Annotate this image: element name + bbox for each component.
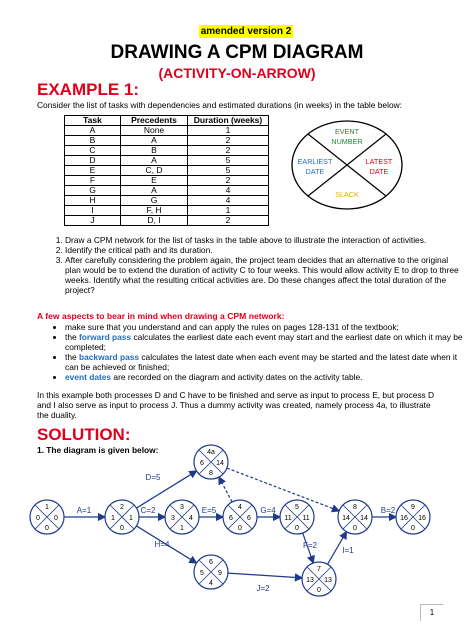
activity-label: F=2 <box>302 541 318 550</box>
question-list <box>37 235 465 295</box>
table-row <box>65 146 269 156</box>
node-left-value: 13 <box>306 577 314 584</box>
table-cell: 1 <box>188 126 269 136</box>
node-top-value: 9 <box>411 504 415 511</box>
table-cell: G <box>65 186 121 196</box>
column-header: Duration (weeks) <box>188 116 269 126</box>
table-row <box>65 196 269 206</box>
event-node <box>223 500 257 534</box>
activity-label: E=5 <box>201 506 217 515</box>
node-bottom-value: 0 <box>120 525 124 532</box>
table-cell: B <box>121 146 188 156</box>
aspect-item: • the backward pass calculates the latest date when each event may be started and the latest date when it can be achieved or finished; <box>65 352 465 372</box>
page-number: 1 <box>420 604 443 621</box>
legend-slack: SLACK <box>335 190 359 199</box>
question-item: 1. Draw a CPM network for the list of tasks in the table above to illustrate the interaction of activities. <box>65 235 465 245</box>
table-row <box>65 126 269 136</box>
event-node <box>338 500 372 534</box>
node-right-value: 13 <box>324 577 332 584</box>
table-cell: E <box>121 176 188 186</box>
node-top-value: 4a <box>207 449 215 456</box>
node-bottom-value: 0 <box>353 525 357 532</box>
legend-latest-date: LATEST DATE <box>365 157 393 176</box>
solution-heading: SOLUTION: <box>37 425 131 444</box>
node-right-value: 16 <box>418 515 426 522</box>
node-bottom-value: 1 <box>180 525 184 532</box>
activity-label: H=4 <box>154 540 170 549</box>
node-top-value: 1 <box>45 504 49 511</box>
node-right-value: 1 <box>129 515 133 522</box>
node-left-value: 16 <box>400 515 408 522</box>
node-top-value: 7 <box>317 566 321 573</box>
node-top-value: 2 <box>120 504 124 511</box>
event-node <box>194 555 228 589</box>
activity-label: A=1 <box>76 506 92 515</box>
table-row <box>65 136 269 146</box>
table-cell: C <box>65 146 121 156</box>
table-cell: A <box>121 136 188 146</box>
node-bottom-value: 0 <box>411 525 415 532</box>
node-bottom-value: 0 <box>45 525 49 532</box>
table-cell: 2 <box>188 146 269 156</box>
node-left-value: 11 <box>284 515 292 522</box>
cpm-network-diagram <box>0 440 474 600</box>
table-cell: D <box>65 156 121 166</box>
node-right-value: 11 <box>302 515 310 522</box>
node-bottom-value: 4 <box>209 580 213 587</box>
event-node <box>165 500 199 534</box>
column-header: Precedents <box>121 116 188 126</box>
table-cell: C, D <box>121 166 188 176</box>
activity-label: G=4 <box>260 506 276 515</box>
node-top-value: 4 <box>238 504 242 511</box>
event-node <box>105 500 139 534</box>
event-node <box>30 500 64 534</box>
activity-arrow <box>228 573 302 578</box>
table-cell: A <box>121 186 188 196</box>
aspect-item: • make sure that you understand and can apply the rules on pages 128-131 of the textbook; <box>65 322 465 332</box>
question-item: 2. Identify the critical path and its duration. <box>65 245 465 255</box>
aspects-list <box>37 322 465 382</box>
column-header: Task <box>65 116 121 126</box>
table-cell: B <box>65 136 121 146</box>
aspect-item: • the forward pass calculates the earliest date each event may start and the earliest date on which it may be completed; <box>65 332 465 352</box>
table-cell: 1 <box>188 206 269 216</box>
activity-label: J=2 <box>256 584 270 593</box>
aspects-heading: A few aspects to bear in mind when drawing a CPM network: <box>37 311 285 321</box>
table-row <box>65 166 269 176</box>
version-badge: amended version 2 <box>200 26 292 37</box>
table-cell: A <box>65 126 121 136</box>
solution-note: 1. The diagram is given below: <box>37 445 159 455</box>
table-cell: E <box>65 166 121 176</box>
node-right-value: 0 <box>54 515 58 522</box>
table-cell: 2 <box>188 176 269 186</box>
legend-event-number: EVENT NUMBER <box>331 127 363 146</box>
table-cell: 5 <box>188 166 269 176</box>
table-row <box>65 176 269 186</box>
node-right-value: 4 <box>189 515 193 522</box>
page-title: DRAWING A CPM DIAGRAM <box>110 42 364 63</box>
node-left-value: 6 <box>229 515 233 522</box>
table-cell: A <box>121 156 188 166</box>
task-table <box>64 115 269 226</box>
node-top-value: 5 <box>295 504 299 511</box>
table-row <box>65 186 269 196</box>
table-cell: I <box>65 206 121 216</box>
table-row <box>65 156 269 166</box>
activity-label: B=2 <box>380 506 396 515</box>
node-top-value: 6 <box>209 559 213 566</box>
node-left-value: 6 <box>200 460 204 467</box>
activity-label: I=1 <box>342 546 354 555</box>
node-left-value: 5 <box>200 570 204 577</box>
event-node <box>194 445 228 479</box>
aspect-item: • event dates are recorded on the diagram and activity dates on the activity table. <box>65 372 465 382</box>
table-cell: 2 <box>188 216 269 226</box>
table-cell: 5 <box>188 156 269 166</box>
node-right-value: 9 <box>218 570 222 577</box>
page-subtitle: (ACTIVITY-ON-ARROW) <box>158 65 316 81</box>
table-header-row <box>65 116 269 126</box>
activity-label: C=2 <box>140 506 156 515</box>
activity-label: D=5 <box>145 473 161 482</box>
node-bottom-value: 0 <box>295 525 299 532</box>
legend-circle <box>287 117 407 213</box>
node-right-value: 14 <box>360 515 368 522</box>
table-cell: J <box>65 216 121 226</box>
example-heading: EXAMPLE 1: <box>37 80 140 99</box>
question-item: 3. After carefully considering the problem again, the project team decides that an alternative to the original plan would be to extend the duration of activity C to four weeks. This would allow activity E to drop to three weeks. Identify what the resulting critical activities are. Do these changes affect the total duration of the project? <box>65 255 465 295</box>
table-row <box>65 206 269 216</box>
event-node <box>302 562 336 596</box>
table-row <box>65 216 269 226</box>
intro-text: Consider the list of tasks with dependencies and estimated durations (in weeks) in the table below: <box>37 100 402 110</box>
legend-earliest-date: EARLIEST DATE <box>297 157 333 176</box>
node-right-value: 14 <box>216 460 224 467</box>
table-cell: F <box>65 176 121 186</box>
node-left-value: 0 <box>36 515 40 522</box>
node-left-value: 1 <box>111 515 115 522</box>
node-left-value: 14 <box>342 515 350 522</box>
event-node <box>280 500 314 534</box>
node-bottom-value: 8 <box>209 470 213 477</box>
table-cell: 4 <box>188 186 269 196</box>
table-cell: H <box>65 196 121 206</box>
table-cell: F, H <box>121 206 188 216</box>
node-top-value: 8 <box>353 504 357 511</box>
node-left-value: 3 <box>171 515 175 522</box>
event-node <box>396 500 430 534</box>
dummy-paragraph: In this example both processes D and C have to be finished and serve as input to process E, but process D and I also serve as input to process J. Thus a dummy activity was created, namely process 4a, to illustrate the duality. <box>37 390 435 420</box>
node-bottom-value: 0 <box>317 587 321 594</box>
table-cell: None <box>121 126 188 136</box>
node-bottom-value: 0 <box>238 525 242 532</box>
table-cell: 4 <box>188 196 269 206</box>
dummy-activity-arrow <box>219 477 232 502</box>
node-top-value: 3 <box>180 504 184 511</box>
node-right-value: 6 <box>247 515 251 522</box>
table-cell: D, I <box>121 216 188 226</box>
table-cell: G <box>121 196 188 206</box>
table-cell: 2 <box>188 136 269 146</box>
